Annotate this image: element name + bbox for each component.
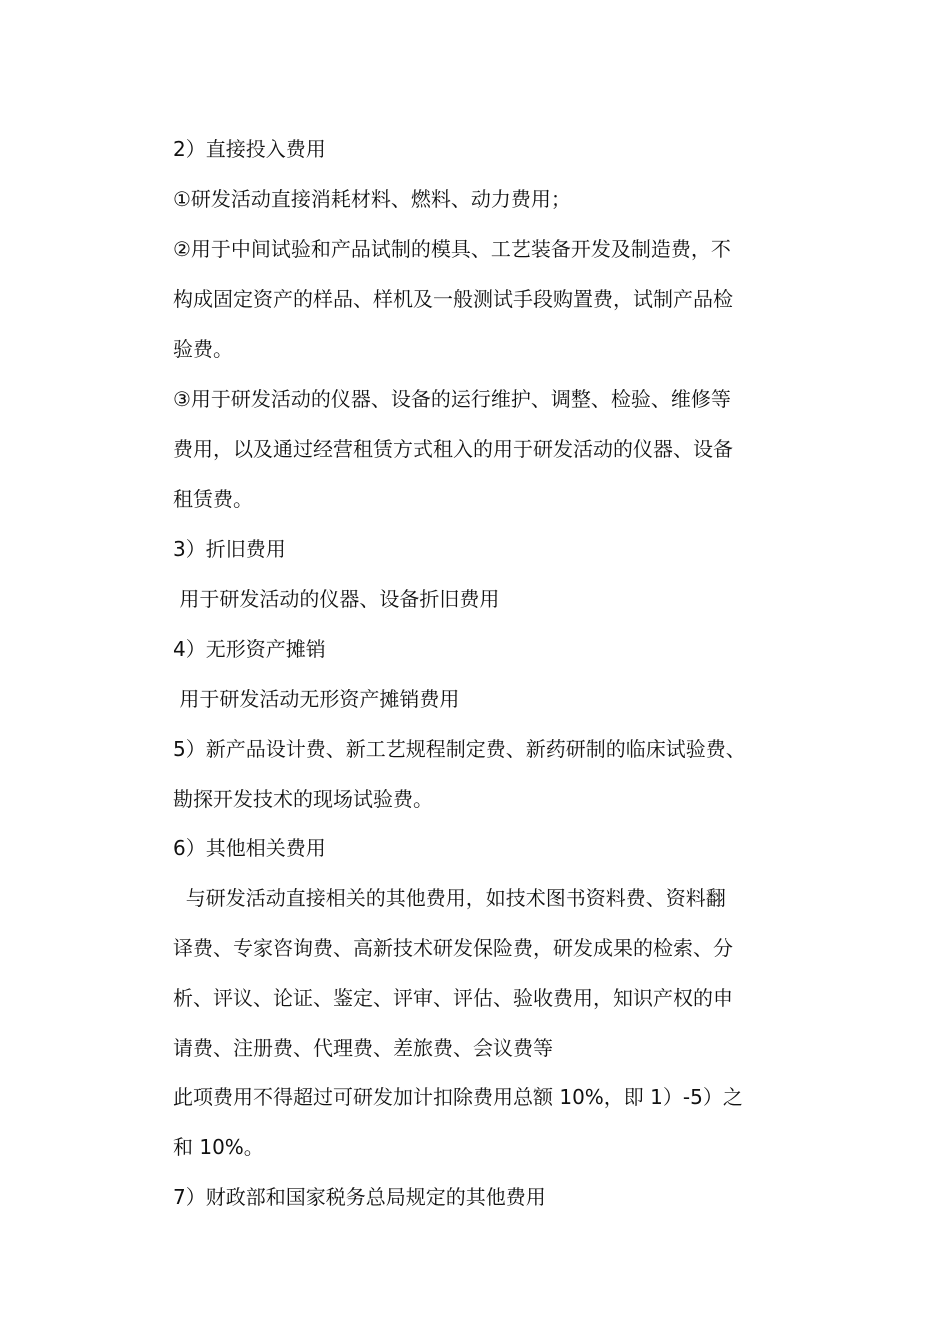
paragraph-line: 勘探开发技术的现场试验费。 [173,787,433,811]
paragraph-line: 验费。 [173,337,233,361]
paragraph-line: 此项费用不得超过可研发加计扣除费用总额 10%，即 1）-5）之 [173,1085,743,1109]
paragraph-line: 请费、注册费、代理费、差旅费、会议费等 [173,1036,553,1060]
list-item-materials: ①研发活动直接消耗材料、燃料、动力费用； [173,187,571,211]
paragraph-line: 费用，以及通过经营租赁方式租入的用于研发活动的仪器、设备 [173,437,733,461]
paragraph-line: 与研发活动直接相关的其他费用，如技术图书资料费、资料翻 [173,886,726,910]
paragraph-line: 和 10%。 [173,1135,264,1159]
paragraph-line: 用于研发活动无形资产摊销费用 [173,687,460,711]
heading-new-product-design: 5）新产品设计费、新工艺规程制定费、新药研制的临床试验费、 [173,737,746,761]
paragraph-line: 析、评议、论证、鉴定、评审、评估、验收费用，知识产权的申 [173,986,733,1010]
paragraph-line: ③用于研发活动的仪器、设备的运行维护、调整、检验、维修等 [173,387,731,411]
heading-other-stipulated-costs: 7）财政部和国家税务总局规定的其他费用 [173,1185,546,1209]
paragraph-line: 构成固定资产的样品、样机及一般测试手段购置费，试制产品检 [173,287,733,311]
heading-direct-input-costs: 2）直接投入费用 [173,137,326,161]
heading-other-related-costs: 6）其他相关费用 [173,836,326,860]
paragraph-line: 译费、专家咨询费、高新技术研发保险费，研发成果的检索、分 [173,936,733,960]
paragraph-line: 租赁费。 [173,487,253,511]
heading-depreciation: 3）折旧费用 [173,537,286,561]
paragraph-line: ②用于中间试验和产品试制的模具、工艺装备开发及制造费，不 [173,237,731,261]
heading-intangible-amortization: 4）无形资产摊销 [173,637,326,661]
paragraph-line: 用于研发活动的仪器、设备折旧费用 [173,587,500,611]
